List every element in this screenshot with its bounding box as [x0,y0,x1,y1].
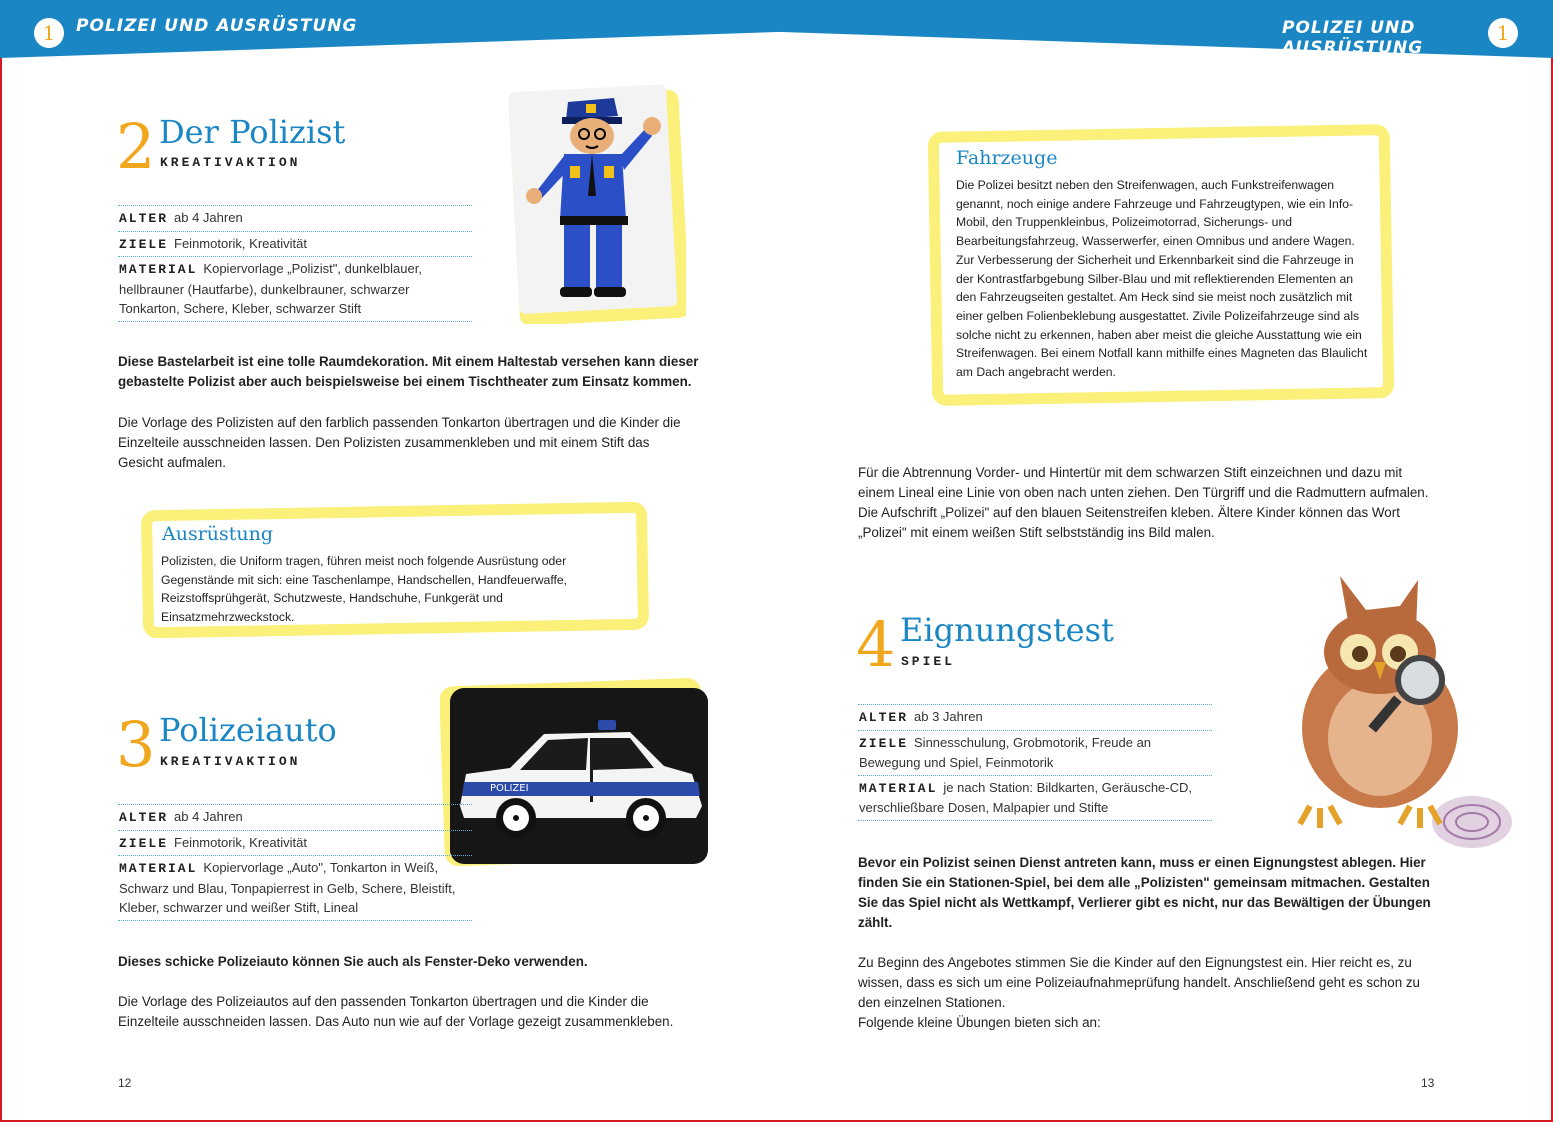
meta-row: ALTER ab 3 Jahren [858,704,1212,730]
car-label: POLIZEI [490,783,529,794]
info-box-text: Die Polizei besitzt neben den Streifenwagen, auch Funkstreifenwagen genannt, noch einige andere Fahrzeuge und Fahrzeugtypen, wie ein Info-Mobil, den Truppenkleinbus, Polizeimotorrad, Sicherungs- und Bearbeitungsfahrzeug, Wasserwerfer, einen Omnibus und andere Wagen. Zur Verbesserung der Sicherheit und Erkennbarkeit sind die Fahrzeuge in der Kontrastfarbgebung Silber-Blau und mit reflektierenden Elementen an den Fahrzeugseiten gestaltet. Am Heck sind sie meist noch zusätzlich mit einer gelben Folienbeklebung ausgestattet. Zivile Polizeifahrzeuge sind als solche nicht zu erkennen, haben aber meist die gleiche Ausstattung wie ein Streifenwagen. Bei einem Notfall kann mithilfe eines Magneten das Blaulicht am Dach angebracht werden. [956,178,1368,380]
section-number: 4 [856,608,896,681]
continuation-text: Für die Abtrennung Vorder- und Hintertür mit dem schwarzen Stift einzeichnen und dazu mit einem Lineal eine Linie von oben nach unten ziehen. Den Türgriff und die Radmuttern aufmalen. Die Aufschrift „Polizei" auf den blauen Seitenstreifen kleben. Ältere Kinder können das Wort „Polizei" mit einem weißen Stift selbstständig ins Bild malen. [858,465,1429,540]
section-intro: Bevor ein Polizist seinen Dienst antreten kann, muss er einen Eignungstest ablegen. Hier finden Sie ein Stationen-Spiel, bei dem alle „Polizisten" gemeinsam mitmachen. Gestalten Sie das Spiel nicht als Wettkampf, Verlierer gibt es nicht, nur das Bewältigen der Übungen zählt. [858,855,1431,930]
info-box-text: Polizisten, die Uniform tragen, führen meist noch folgende Ausrüstung oder Gegenstände mit sich: eine Taschenlampe, Handschellen, Handfeuerwaffe, Reizstoffsprühgerät, Schutzweste, Handschuhe, Funkgerät und Einsatzmehrzweckstock. [161,554,568,625]
meta-table [118,804,472,921]
meta-row: ZIELE Sinnesschulung, Grobmotorik, Freude an Bewegung und Spiel, Feinmotorik [858,730,1212,775]
section-subtitle: KREATIVAKTION [160,754,301,769]
info-box-title: Fahrzeuge [956,147,1058,169]
section-body-2: Folgende kleine Übungen bieten sich an: [858,1015,1101,1030]
chapter-number-left: 1 [34,18,64,48]
meta-row: ALTER ab 4 Jahren [118,205,472,231]
meta-table [858,704,1212,821]
section-intro: Dieses schicke Polizeiauto können Sie auch als Fenster-Deko verwenden. [118,954,588,969]
chapter-number-right: 1 [1488,18,1518,48]
chapter-title-left: POLIZEI UND AUSRÜSTUNG [76,16,358,36]
section-subtitle: SPIEL [901,654,956,669]
meta-row: ALTER ab 4 Jahren [118,804,472,830]
section-subtitle: KREATIVAKTION [160,155,301,170]
meta-row: MATERIAL Kopiervorlage „Auto", Tonkarton in Weiß, Schwarz und Blau, Tonpapierrest in Gelb, Schere, Bleistift, Kleber, schwarzer und weißer Stift, Lineal [118,855,472,921]
section-title: Der Polizist [159,113,346,151]
meta-row: MATERIAL Kopiervorlage „Polizist", dunkelblauer, hellbrauner (Hautfarbe), dunkelbrauner, schwarzer Tonkarton, Schere, Kleber, schwarzer Stift [118,256,472,322]
page-number-left: 12 [118,1076,132,1090]
section-body: Die Vorlage des Polizisten auf den farblich passenden Tonkarton übertragen und die Kinder die Einzelteile ausschneiden lassen. Den Polizisten zusammenkleben und mit einem Stift das Gesicht aufmalen. [118,415,681,470]
section-number: 3 [116,708,156,781]
section-body: Zu Beginn des Angebotes stimmen Sie die Kinder auf den Eignungstest ein. Hier reicht es, zu wissen, dass es sich um eine Polizeiaufnahmeprüfung handelt. Anschließend geht es schon zu den einzelnen Stationen. [858,955,1421,1010]
section-title: Eignungstest [900,611,1114,649]
section-intro: Diese Bastelarbeit ist eine tolle Raumdekoration. Mit einem Haltestab versehen kann dieser gebastelte Polizist aber auch beispielsweise bei einem Tischtheater zum Einsatz kommen. [118,354,699,389]
meta-row: ZIELE Feinmotorik, Kreativität [118,231,472,257]
meta-row: ZIELE Feinmotorik, Kreativität [118,830,472,856]
section-title: Polizeiauto [159,711,337,749]
owl-detective-illustration [1240,570,1520,860]
section-number: 2 [116,110,156,183]
policeman-craft-image [506,84,686,324]
info-box-title: Ausrüstung [162,523,274,545]
page-number-right: 13 [1421,1076,1435,1090]
chapter-title-right: POLIZEI UND AUSRÜSTUNG [1282,18,1424,58]
meta-row: MATERIAL je nach Station: Bildkarten, Geräusche-CD, verschließbare Dosen, Malpapier und Stifte [858,775,1212,821]
police-car-craft-image [440,678,712,868]
section-body: Die Vorlage des Polizeiautos auf den passenden Tonkarton übertragen und die Kinder die Einzelteile ausschneiden lassen. Das Auto nun wie auf der Vorlage gezeigt zusammenkleben. [118,994,674,1029]
meta-table [118,205,472,322]
